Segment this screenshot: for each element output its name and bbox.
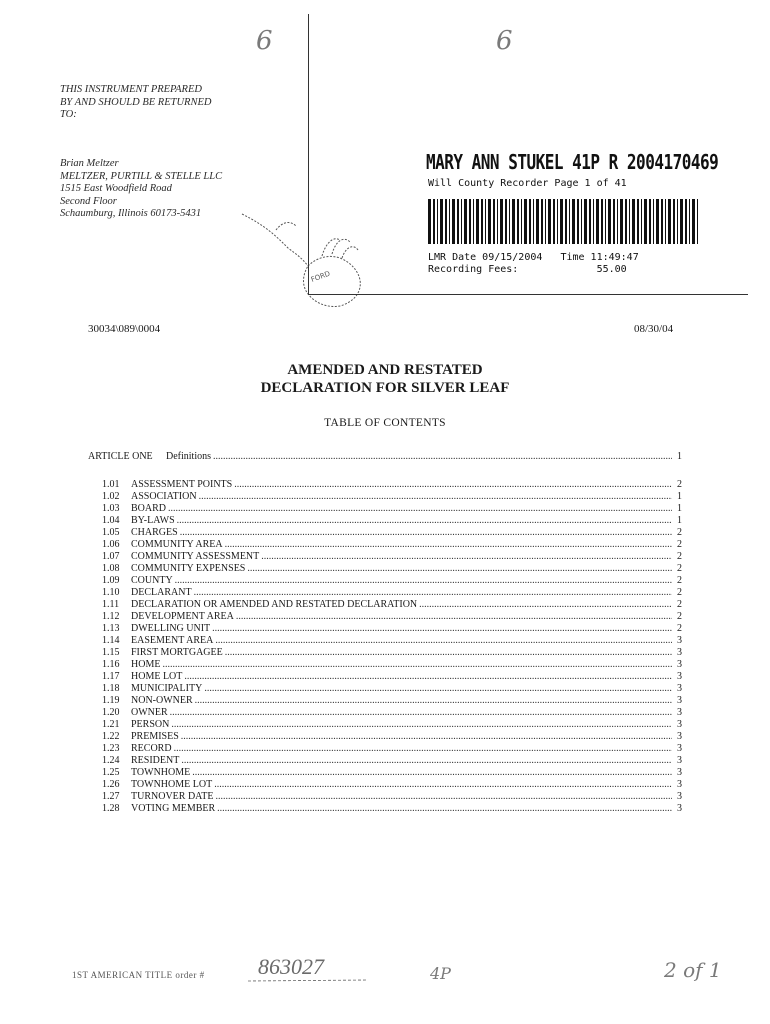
toc-item-title: VOTING MEMBER xyxy=(131,803,216,814)
prepared-line: THIS INSTRUMENT PREPARED xyxy=(60,84,202,95)
toc-item xyxy=(102,755,682,767)
toc-item xyxy=(102,779,682,791)
toc-item-number: 1.28 xyxy=(102,803,120,814)
prepared-line: BY AND SHOULD BE RETURNED xyxy=(60,96,212,108)
toc-item-page: 1 xyxy=(677,515,682,526)
preparer-floor: Second Floor xyxy=(60,195,117,207)
prepared-line: TO: xyxy=(60,109,77,120)
leader-dots xyxy=(216,791,673,803)
toc-item-number: 1.01 xyxy=(102,479,120,490)
recorder-document-number: MARY ANN STUKEL 41P R 2004170469 xyxy=(426,150,719,174)
toc-item-title: PERSON xyxy=(131,719,170,730)
handwritten-mark-left: 6 xyxy=(256,26,273,56)
leader-dots xyxy=(194,587,672,599)
toc-item xyxy=(102,767,682,779)
toc-item-title: CHARGES xyxy=(131,527,178,538)
toc-item-number: 1.12 xyxy=(102,611,120,622)
toc-item-number: 1.11 xyxy=(102,599,120,610)
toc-item xyxy=(102,551,682,563)
toc-item-page: 2 xyxy=(677,575,682,586)
toc-item-number: 1.20 xyxy=(102,707,120,718)
toc-item-number: 1.21 xyxy=(102,719,120,730)
leader-dots xyxy=(184,671,672,683)
toc-item-page: 3 xyxy=(677,719,682,730)
toc-item-number: 1.13 xyxy=(102,623,120,634)
toc-item-page: 2 xyxy=(677,599,682,610)
leader-dots xyxy=(170,707,672,719)
toc-item-number: 1.15 xyxy=(102,647,120,658)
toc-item-title: ASSESSMENT POINTS xyxy=(131,479,233,490)
leader-dots xyxy=(175,575,672,587)
svg-text:FORD: FORD xyxy=(309,269,332,284)
toc-item-title: MUNICIPALITY xyxy=(131,683,203,694)
toc-item-title: TOWNHOME xyxy=(131,767,191,778)
toc-item-title: COMMUNITY AREA xyxy=(131,539,223,550)
preparer-firm: MELTZER, PURTILL & STELLE LLC xyxy=(60,170,223,182)
toc-item-number: 1.22 xyxy=(102,731,120,742)
toc-item-title: COMMUNITY ASSESSMENT xyxy=(131,551,260,562)
toc-item-number: 1.06 xyxy=(102,539,120,550)
leader-dots xyxy=(171,719,672,731)
leader-dots xyxy=(168,503,672,515)
preparer-street: 1515 East Woodfield Road xyxy=(60,183,172,194)
toc-item xyxy=(102,803,682,815)
toc-item xyxy=(102,671,682,683)
barcode-icon xyxy=(428,199,698,244)
toc-item-number: 1.04 xyxy=(102,515,120,526)
toc-item xyxy=(102,647,682,659)
recorder-fees: Recording Fees: 55.00 xyxy=(428,264,627,275)
handwritten-page-count: 4P xyxy=(430,964,451,983)
toc-item xyxy=(102,707,682,719)
toc-item-page: 1 xyxy=(677,491,682,502)
toc-item-title: HOME LOT xyxy=(131,671,183,682)
toc-item-title: RECORD xyxy=(131,743,172,754)
toc-item-page: 3 xyxy=(677,683,682,694)
leader-dots xyxy=(215,635,672,647)
toc-item xyxy=(102,479,682,491)
toc-item-number: 1.25 xyxy=(102,767,120,778)
prepared-by-heading xyxy=(60,84,290,122)
toc-item-number: 1.27 xyxy=(102,791,120,802)
toc-item-title: BY-LAWS xyxy=(131,515,175,526)
leader-dots xyxy=(217,803,672,815)
toc-item-title: OWNER xyxy=(131,707,168,718)
toc-item-title: HOME xyxy=(131,659,161,670)
toc-item-number: 1.08 xyxy=(102,563,120,574)
handwritten-mark-right: 6 xyxy=(496,26,513,56)
toc-item-title: EASEMENT AREA xyxy=(131,635,214,646)
toc-item-title: DECLARANT xyxy=(131,587,192,598)
toc-item-page: 3 xyxy=(677,743,682,754)
leader-dots xyxy=(225,539,672,551)
toc-item-number: 1.09 xyxy=(102,575,120,586)
leader-dots xyxy=(195,695,672,707)
toc-item-page: 3 xyxy=(677,647,682,658)
leader-dots xyxy=(180,527,672,539)
toc-article-row xyxy=(88,451,682,463)
toc-item-title: NON-OWNER xyxy=(131,695,193,706)
toc-item xyxy=(102,683,682,695)
toc-item-title: DEVELOPMENT AREA xyxy=(131,611,234,622)
toc-item xyxy=(102,791,682,803)
toc-item-number: 1.07 xyxy=(102,551,120,562)
toc-item-page: 3 xyxy=(677,779,682,790)
underline-stroke-icon xyxy=(248,978,368,984)
toc-item-page: 2 xyxy=(677,479,682,490)
leader-dots xyxy=(419,599,672,611)
toc-item xyxy=(102,587,682,599)
toc-item-number: 1.03 xyxy=(102,503,120,514)
toc-item xyxy=(102,635,682,647)
toc-item-page: 2 xyxy=(677,551,682,562)
toc-item-page: 1 xyxy=(677,503,682,514)
toc-item xyxy=(102,695,682,707)
toc-item-page: 3 xyxy=(677,731,682,742)
toc-item xyxy=(102,527,682,539)
toc-item-page: 3 xyxy=(677,671,682,682)
toc-list xyxy=(102,479,682,815)
toc-item-page: 2 xyxy=(677,563,682,574)
article-page: 1 xyxy=(677,451,682,462)
leader-dots xyxy=(162,659,672,671)
document-subtitle: DECLARATION FOR SILVER LEAF xyxy=(260,380,510,396)
toc-item xyxy=(102,563,682,575)
leader-dots xyxy=(214,779,672,791)
toc-item-title: FIRST MORTGAGEE xyxy=(131,647,223,658)
toc-item-title: DECLARATION OR AMENDED AND RESTATED DECLARATION xyxy=(131,599,418,610)
toc-item xyxy=(102,503,682,515)
leader-dots xyxy=(261,551,672,563)
handwritten-order-number: 863027 xyxy=(258,954,324,979)
toc-item-page: 2 xyxy=(677,539,682,550)
toc-item-page: 3 xyxy=(677,767,682,778)
toc-item-page: 3 xyxy=(677,707,682,718)
recorder-date-time: LMR Date 09/15/2004 Time 11:49:47 xyxy=(428,252,639,263)
toc-item-title: TURNOVER DATE xyxy=(131,791,214,802)
file-date: 08/30/04 xyxy=(634,323,674,335)
toc-item-title: RESIDENT xyxy=(131,755,180,766)
leader-dots xyxy=(225,647,672,659)
leader-dots xyxy=(212,623,672,635)
toc-item-page: 2 xyxy=(677,611,682,622)
toc-item-number: 1.26 xyxy=(102,779,120,790)
file-number: 30034\089\0004 xyxy=(88,323,161,335)
leader-dots xyxy=(181,731,672,743)
toc-item xyxy=(102,599,682,611)
leader-dots xyxy=(247,563,672,575)
toc-item-page: 3 xyxy=(677,635,682,646)
toc-item-number: 1.18 xyxy=(102,683,120,694)
toc-item-page: 2 xyxy=(677,587,682,598)
article-label: ARTICLE ONE xyxy=(88,451,153,462)
toc-item-page: 3 xyxy=(677,659,682,670)
toc-item xyxy=(102,515,682,527)
toc-item xyxy=(102,731,682,743)
preparer-name: Brian Meltzer xyxy=(60,158,119,169)
toc-item-page: 3 xyxy=(677,755,682,766)
toc-item xyxy=(102,743,682,755)
toc-item-number: 1.02 xyxy=(102,491,120,502)
toc-item-page: 2 xyxy=(677,623,682,634)
toc-item-title: PREMISES xyxy=(131,731,179,742)
toc-item xyxy=(102,659,682,671)
recorder-frame-horizontal xyxy=(308,294,748,295)
toc-item-title: ASSOCIATION xyxy=(131,491,197,502)
toc-item-number: 1.17 xyxy=(102,671,120,682)
preparer-city: Schaumburg, Illinois 60173-5431 xyxy=(60,208,202,219)
toc-item xyxy=(102,623,682,635)
toc-item xyxy=(102,491,682,503)
toc-item xyxy=(102,719,682,731)
toc-item-number: 1.19 xyxy=(102,695,120,706)
leader-dots xyxy=(204,683,672,695)
toc-item-title: COUNTY xyxy=(131,575,173,586)
toc-item-number: 1.23 xyxy=(102,743,120,754)
toc-item-number: 1.16 xyxy=(102,659,120,670)
leader-dots xyxy=(234,479,672,491)
title-company-stamp: 1ST AMERICAN TITLE order # xyxy=(72,970,205,980)
toc-item-number: 1.14 xyxy=(102,635,120,646)
leader-dots xyxy=(177,515,672,527)
toc-item xyxy=(102,539,682,551)
toc-item-title: COMMUNITY EXPENSES xyxy=(131,563,246,574)
toc-item-title: TOWNHOME LOT xyxy=(131,779,213,790)
handwritten-copy-note: 2 of 1 xyxy=(664,958,722,982)
recorder-county-page: Will County Recorder Page 1 of 41 xyxy=(428,178,627,189)
article-title: Definitions xyxy=(166,451,211,462)
toc-item xyxy=(102,575,682,587)
leader-dots xyxy=(236,611,672,623)
toc-item-page: 3 xyxy=(677,791,682,802)
toc-item-title: DWELLING UNIT xyxy=(131,623,211,634)
toc-heading: TABLE OF CONTENTS xyxy=(324,417,446,429)
toc-item-page: 3 xyxy=(677,803,682,814)
leader-dots xyxy=(174,743,672,755)
toc-item-number: 1.24 xyxy=(102,755,120,766)
toc-item-number: 1.10 xyxy=(102,587,120,598)
toc-item-page: 2 xyxy=(677,527,682,538)
pointing-hand-stamp-icon xyxy=(236,196,376,314)
leader-dots xyxy=(199,491,672,503)
recorder-frame-vertical xyxy=(308,14,309,295)
toc-item-page: 3 xyxy=(677,695,682,706)
toc-item-title: BOARD xyxy=(131,503,167,514)
leader-dots xyxy=(192,767,672,779)
document-title: AMENDED AND RESTATED xyxy=(287,362,483,378)
leader-dots xyxy=(181,755,672,767)
leader-dots xyxy=(213,451,672,463)
toc-item-number: 1.05 xyxy=(102,527,120,538)
toc-item xyxy=(102,611,682,623)
